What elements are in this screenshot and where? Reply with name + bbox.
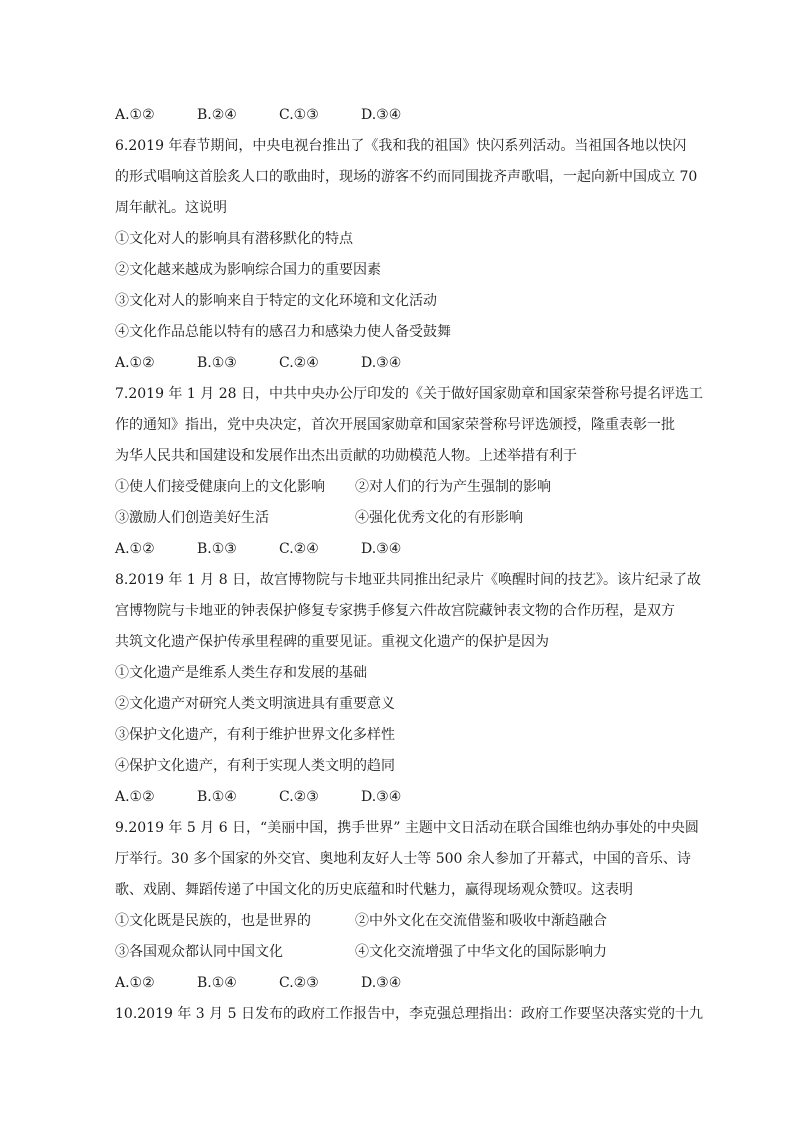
q6-option-c: C.②④ xyxy=(279,355,319,371)
q6-stem-line-3: 周年献礼。这说明 xyxy=(115,200,227,216)
q9-statement-2: ②中外文化在交流借鉴和吸收中渐趋融合 xyxy=(355,913,607,929)
question-10 xyxy=(115,999,703,1030)
q8-stem-line-1: 8.2019 年 1 月 8 日，故宫博物院与卡地亚共同推出纪录片《唤醒时间的技艺》。该片纪录了故 xyxy=(115,572,702,588)
q9-stem-line-2: 厅举行。30 多个国家的外交官、奥地利友好人士等 500 余人参加了开幕式，中国的音乐、诗 xyxy=(115,851,691,867)
q8-stem-line-3: 共筑文化遗产保护传承里程碑的重要见证。重视文化遗产的保护是因为 xyxy=(115,634,549,650)
q7-stem-line-2: 作的通知》指出，党中央决定，首次开展国家勋章和国家荣誉称号评选颁授，隆重表彰一批 xyxy=(115,417,675,433)
q9-statements-row-2 xyxy=(115,937,685,968)
q8-options xyxy=(115,782,685,813)
question-6 xyxy=(115,131,698,379)
q6-options xyxy=(115,348,685,379)
q6-option-b: B.①③ xyxy=(197,355,237,371)
q10-stem-line-1: 10.2019 年 3 月 5 日发布的政府工作报告中，李克强总理指出：政府工作要坚决落实党的十九 xyxy=(115,1006,703,1022)
q9-statement-4: ④文化交流增强了中华文化的国际影响力 xyxy=(355,944,607,960)
q6-statement-4: ④文化作品总能以特有的感召力和感染力使人备受鼓舞 xyxy=(115,324,451,340)
q7-statements-row-2 xyxy=(115,503,685,534)
q7-option-a: A.①② xyxy=(115,541,155,557)
q7-statements-row-1 xyxy=(115,472,685,503)
q9-options xyxy=(115,968,685,999)
q8-statement-4: ④保护文化遗产，有利于实现人类文明的趋同 xyxy=(115,758,395,774)
q6-option-a: A.①② xyxy=(115,355,155,371)
q8-statement-3: ③保护文化遗产，有利于维护世界文化多样性 xyxy=(115,727,395,743)
q7-statement-2: ②对人们的行为产生强制的影响 xyxy=(355,479,551,495)
q9-option-b: B.①④ xyxy=(197,975,237,991)
question-8 xyxy=(115,565,702,813)
q6-stem-line-2: 的形式唱响这首脍炙人口的歌曲时，现场的游客不约而同围拢齐声歌唱，一起向新中国成立 70 xyxy=(115,169,698,185)
q7-stem-line-1: 7.2019 年 1 月 28 日，中共中央办公厅印发的《关于做好国家勋章和国家荣誉称号提名评选工 xyxy=(115,386,703,402)
q7-option-b: B.①③ xyxy=(197,541,237,557)
q8-option-b: B.①④ xyxy=(197,789,237,805)
q9-statement-3: ③各国观众都认同中国文化 xyxy=(115,944,283,960)
q7-statement-4: ④强化优秀文化的有形影响 xyxy=(355,510,523,526)
q5-option-d: D.③④ xyxy=(361,107,402,123)
q9-option-a: A.①② xyxy=(115,975,155,991)
q6-statement-1: ①文化对人的影响具有潜移默化的特点 xyxy=(115,231,353,247)
q6-stem-line-1: 6.2019 年春节期间，中央电视台推出了《我和我的祖国》快闪系列活动。当祖国各地以快闪 xyxy=(115,138,687,154)
q9-option-d: D.③④ xyxy=(361,975,402,991)
q7-stem-line-3: 为华人民共和国建设和发展作出杰出贡献的功勋模范人物。上述举措有利于 xyxy=(115,448,577,464)
q8-statement-2: ②文化遗产对研究人类文明演进具有重要意义 xyxy=(115,696,395,712)
exam-page xyxy=(115,100,703,1030)
q5-option-a: A.①② xyxy=(115,107,155,123)
q5-option-c: C.①③ xyxy=(279,107,319,123)
q8-option-c: C.②③ xyxy=(279,789,319,805)
q9-stem-line-3: 歌、戏剧、舞蹈传递了中国文化的历史底蕴和时代魅力，赢得现场观众赞叹。这表明 xyxy=(115,882,633,898)
q9-statements-row-1 xyxy=(115,906,685,937)
q8-stem-line-2: 宫博物院与卡地亚的钟表保护修复专家携手修复六件故宫院藏钟表文物的合作历程，是双方 xyxy=(115,603,675,619)
q6-statement-2: ②文化越来越成为影响综合国力的重要因素 xyxy=(115,262,381,278)
q8-option-d: D.③④ xyxy=(361,789,402,805)
q8-statement-1: ①文化遗产是维系人类生存和发展的基础 xyxy=(115,665,367,681)
q6-statement-3: ③文化对人的影响来自于特定的文化环境和文化活动 xyxy=(115,293,437,309)
q5-option-b: B.②④ xyxy=(197,107,237,123)
q9-statement-1: ①文化既是民族的，也是世界的 xyxy=(115,913,311,929)
q7-statement-1: ①使人们接受健康向上的文化影响 xyxy=(115,479,325,495)
q5-options xyxy=(115,100,685,131)
q7-options xyxy=(115,534,685,565)
question-7 xyxy=(115,379,703,565)
q9-stem-line-1: 9.2019 年 5 月 6 日，“美丽中国，携手世界” 主题中文日活动在联合国维也纳办事处的中央圆 xyxy=(115,820,699,836)
question-9 xyxy=(115,813,699,999)
q7-option-c: C.②④ xyxy=(279,541,319,557)
q8-option-a: A.①② xyxy=(115,789,155,805)
q6-option-d: D.③④ xyxy=(361,355,402,371)
q9-option-c: C.②③ xyxy=(279,975,319,991)
q7-statement-3: ③激励人们创造美好生活 xyxy=(115,510,269,526)
q7-option-d: D.③④ xyxy=(361,541,402,557)
